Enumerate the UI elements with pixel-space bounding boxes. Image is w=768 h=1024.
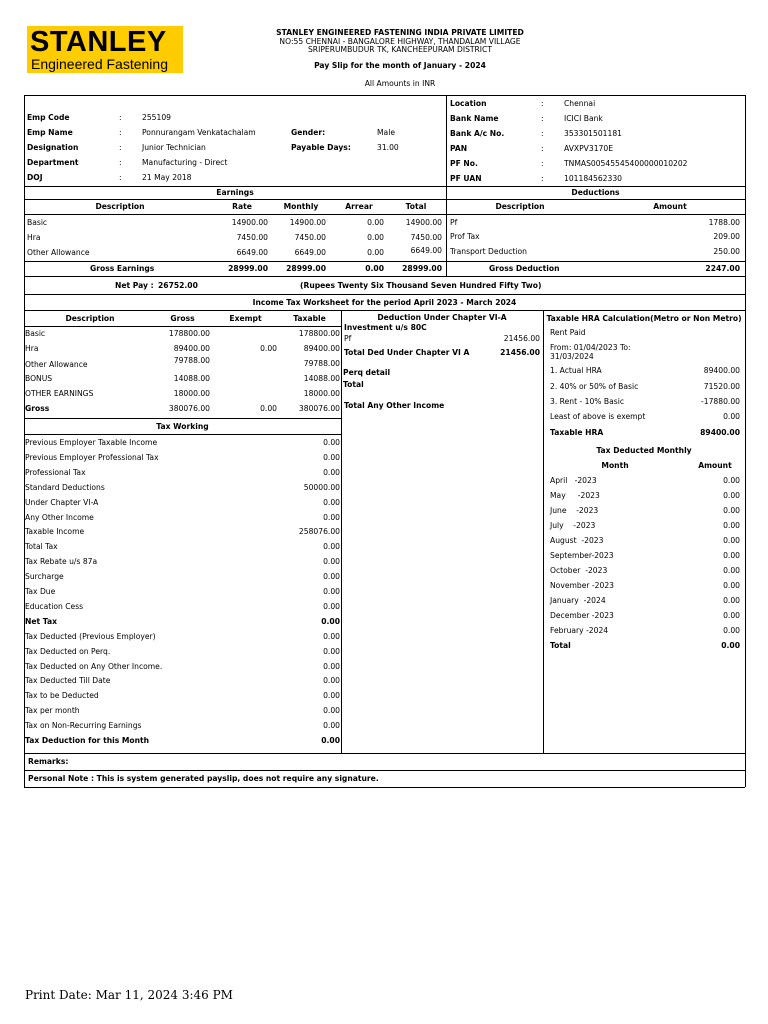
tax-working-label: Tax to be Deducted [25, 691, 99, 701]
tax-month: January -2024 [550, 596, 606, 605]
net-pay-value: 26752.00 [158, 281, 198, 290]
ded-description: Prof Tax [450, 232, 480, 241]
border-top [24, 95, 745, 96]
tax-month: April -2023 [550, 476, 597, 485]
line-emp-bottom [24, 186, 745, 187]
gender-value: Male [377, 128, 395, 137]
ws-taxable: 89400.00 [303, 344, 340, 353]
department-value: Manufacturing - Direct [142, 158, 228, 167]
ws-description: OTHER EARNINGS [25, 389, 94, 398]
line-remarks-top [24, 753, 745, 754]
ws-description: Hra [25, 344, 39, 353]
tax-working-label: Tax Deducted on Perq. [25, 646, 111, 656]
gender-label: Gender: [291, 128, 326, 137]
tax-month-amount: 0.00 [723, 581, 740, 590]
pan-value: AVXPV3170E [564, 144, 614, 153]
pan-label: PAN [450, 144, 468, 153]
location-label: Location [450, 99, 487, 108]
gross-total: 28999.00 [402, 264, 442, 273]
colon: : [119, 143, 122, 152]
divider-ws-2 [543, 310, 544, 753]
net-pay-label: Net Pay : [115, 281, 154, 290]
tax-month: September-2023 [550, 551, 614, 560]
company-address-2: SRIPERUMBUDUR TK, KANCHEEPURAM DISTRICT [307, 45, 492, 54]
colon: : [541, 159, 544, 168]
earn-head-total: Total [405, 202, 427, 211]
ded-amount: 250.00 [713, 247, 740, 256]
emp-code-value: 255109 [142, 113, 171, 122]
pf-uan-value: 101184562330 [564, 174, 622, 183]
tax-working-label: Standard Deductions [25, 482, 105, 492]
deductions-title: Deductions [571, 188, 620, 197]
colon: : [541, 144, 544, 153]
logo-brand: STANLEY [30, 26, 167, 58]
tax-working-label: Tax Deduction for this Month [25, 736, 150, 745]
line-gross-top [24, 261, 745, 262]
ws-head-gross: Gross [170, 314, 195, 323]
tax-monthly-total-value: 0.00 [721, 641, 740, 650]
line-tax-working-top [24, 418, 341, 419]
pf-no-label: PF No. [450, 159, 478, 168]
tax-working-label: Tax Rebate u/s 87a [25, 557, 98, 567]
ws-description: Gross [25, 404, 50, 413]
stanley-logo [27, 26, 183, 73]
ws-description: BONUS [25, 374, 53, 383]
chapter-via-title: Deduction Under Chapter VI-A [377, 313, 507, 322]
location-value: Chennai [564, 99, 596, 108]
tax-working-value: 258076.00 [298, 527, 340, 537]
payslip-title: Pay Slip for the month of January - 2024 [314, 61, 486, 70]
earn-monthly: 6649.00 [294, 248, 326, 257]
gross-deduction-amount: 2247.00 [705, 264, 740, 273]
emp-name-value: Ponnurangam Venkatachalam [142, 128, 256, 137]
hra-row-label: Least of above is exempt [550, 412, 646, 421]
colon: : [541, 114, 544, 123]
line-ws-title [24, 310, 745, 311]
tax-working-value: 0.00 [323, 721, 340, 731]
colon: : [119, 158, 122, 167]
tax-working-label: Tax Deducted on Any Other Income. [25, 661, 163, 671]
hra-period-line-1: From: 01/04/2023 To: [550, 343, 631, 352]
gross-earnings-label: Gross Earnings [90, 264, 155, 273]
tax-month: May -2023 [550, 491, 600, 500]
earn-head-arrear: Arrear [345, 202, 373, 211]
hra-row-label: 2. 40% or 50% of Basic [550, 382, 639, 391]
remarks-label: Remarks: [28, 757, 69, 766]
payable-days-value: 31.00 [377, 143, 399, 152]
colon: : [541, 174, 544, 183]
colon: : [541, 129, 544, 138]
ws-taxable: 18000.00 [303, 389, 340, 398]
colon: : [119, 173, 122, 182]
designation-label: Designation [27, 143, 79, 152]
personal-note: Personal Note : This is system generated payslip, does not require any signature. [28, 774, 379, 783]
designation-value: Junior Technician [142, 143, 206, 152]
hra-row-label: 1. Actual HRA [550, 366, 602, 375]
ded-description: Pf [450, 218, 458, 227]
line-gross-bottom [24, 276, 745, 277]
earn-rate: 14900.00 [231, 218, 268, 227]
earn-description: Hra [27, 233, 41, 242]
earn-rate: 7450.00 [236, 233, 268, 242]
tax-working-value: 0.00 [321, 616, 340, 626]
colon: : [541, 99, 544, 108]
tax-month: February -2024 [550, 626, 609, 635]
emp-name-label: Emp Name [27, 128, 73, 137]
earn-description: Other Allowance [27, 248, 90, 257]
earn-head-rate: Rate [232, 202, 252, 211]
hra-title: Taxable HRA Calculation(Metro or Non Metro) [546, 314, 742, 323]
logo-tagline: Engineered Fastening [31, 56, 168, 72]
earn-head-monthly: Monthly [283, 202, 319, 211]
via-pf-label: Pf [344, 334, 352, 343]
company-name: STANLEY ENGINEERED FASTENING INDIA PRIVATE LIMITED [276, 28, 524, 37]
investment-80c-label: Investment u/s 80C [344, 323, 427, 332]
taxable-hra-label: Taxable HRA [550, 428, 604, 437]
worksheet-title: Income Tax Worksheet for the period April 2023 - March 2024 [252, 298, 517, 307]
earn-head-description: Description [95, 202, 145, 211]
tax-working-label: Taxable Income [25, 527, 85, 537]
department-label: Department [27, 158, 79, 167]
tax-month-amount: 0.00 [723, 476, 740, 485]
tax-working-value: 0.00 [323, 587, 340, 596]
gross-arrear: 0.00 [365, 264, 384, 273]
tax-working-value: 0.00 [323, 542, 340, 552]
tax-working-value: 0.00 [323, 512, 340, 522]
divider-ws-1 [341, 310, 342, 753]
perq-detail-label: Perq detail [343, 368, 391, 377]
ded-description: Transport Deduction [450, 247, 527, 256]
net-pay-words: (Rupees Twenty Six Thousand Seven Hundred Fifty Two) [300, 281, 542, 290]
tax-month-amount: 0.00 [723, 536, 740, 545]
ws-head-description: Description [65, 314, 115, 323]
tax-month: December -2023 [550, 611, 614, 620]
colon: : [119, 113, 122, 122]
ws-gross: 380076.00 [168, 404, 210, 413]
hra-row-label: 3. Rent - 10% Basic [550, 397, 625, 406]
ded-amount: 209.00 [713, 232, 740, 241]
tax-working-label: Tax Due [25, 587, 56, 596]
pf-uan-label: PF UAN [450, 174, 482, 183]
other-income-label: Total Any Other Income [344, 401, 445, 410]
ws-gross: 79788.00 [173, 356, 210, 365]
gross-rate: 28999.00 [228, 264, 268, 273]
earn-description: Basic [27, 218, 48, 227]
tax-working-value: 0.00 [323, 661, 340, 671]
tax-working-value: 0.00 [323, 706, 340, 716]
via-total-value: 21456.00 [500, 348, 540, 357]
ws-exempt: 0.00 [260, 404, 277, 413]
ws-description: Basic [25, 329, 46, 338]
border-bottom [24, 787, 745, 788]
perq-total-label: Total [343, 380, 364, 389]
gross-monthly: 28999.00 [286, 264, 326, 273]
tax-working-value: 0.00 [323, 646, 340, 656]
ws-gross: 18000.00 [173, 389, 210, 398]
taxable-hra-value: 89400.00 [700, 428, 740, 437]
tax-month: August -2023 [550, 536, 604, 545]
tax-month: July -2023 [550, 521, 596, 530]
tax-working-label: Tax Deducted Till Date [25, 676, 111, 686]
tax-month-amount: 0.00 [723, 626, 740, 635]
tax-working-value: 0.00 [323, 601, 340, 611]
tax-working-label: Tax per month [25, 706, 80, 716]
line-netpay-bottom [24, 294, 745, 295]
print-date: Print Date: Mar 11, 2024 3:46 PM [25, 988, 233, 1002]
tax-month-amount: 0.00 [723, 566, 740, 575]
earn-rate: 6649.00 [236, 248, 268, 257]
hra-row-value: 89400.00 [703, 366, 740, 375]
ded-head-description: Description [495, 202, 545, 211]
earnings-title: Earnings [216, 188, 254, 197]
earn-monthly: 7450.00 [294, 233, 326, 242]
tax-month: June -2023 [550, 506, 599, 515]
tax-month-amount: 0.00 [723, 521, 740, 530]
gross-deduction-label: Gross Deduction [489, 264, 560, 273]
bank-name-value: ICICI Bank [564, 114, 603, 123]
ws-head-exempt: Exempt [229, 314, 262, 323]
tax-working-label: Any Other Income [25, 512, 94, 522]
bank-name-label: Bank Name [450, 114, 499, 123]
tax-monthly-total-label: Total [550, 641, 571, 650]
tax-working-value: 0.00 [323, 676, 340, 686]
ws-taxable: 178800.00 [298, 329, 340, 338]
via-pf-value: 21456.00 [503, 334, 540, 343]
tax-working-label: Previous Employer Professional Tax [25, 452, 159, 462]
ded-head-amount: Amount [653, 202, 687, 211]
emp-code-label: Emp Code [27, 113, 70, 122]
ws-gross: 178800.00 [168, 329, 210, 338]
tax-working-label: Professional Tax [25, 467, 86, 477]
tax-month-amount: 0.00 [723, 596, 740, 605]
border-right [745, 95, 746, 787]
doj-value: 21 May 2018 [142, 173, 192, 182]
tax-month: October -2023 [550, 566, 608, 575]
tax-working-value: 0.00 [323, 691, 340, 701]
tax-working-value: 0.00 [323, 452, 340, 462]
pf-no-value: TNMAS00545545400000010202 [564, 159, 688, 168]
earn-total: 7450.00 [410, 233, 442, 242]
tax-working-title: Tax Working [156, 422, 209, 431]
line-remarks-bottom [24, 770, 745, 771]
earn-arrear: 0.00 [367, 248, 384, 257]
hra-row-value: 71520.00 [703, 382, 740, 391]
line-earn-title [24, 199, 745, 200]
tax-working-value: 0.00 [323, 467, 340, 477]
ws-description: Other Allowance [25, 360, 88, 369]
ded-amount: 1788.00 [708, 218, 740, 227]
tax-working-label: Tax on Non-Recurring Earnings [25, 721, 142, 731]
earn-total: 14900.00 [405, 218, 442, 227]
company-address-1: NO:55 CHENNAI - BANGALORE HIGHWAY, THANDALAM VILLAGE [279, 37, 521, 46]
earn-arrear: 0.00 [367, 233, 384, 242]
tax-working-value: 0.00 [321, 736, 340, 745]
via-total-label: Total Ded Under Chapter VI A [344, 348, 470, 357]
line-earn-head [24, 214, 745, 215]
payable-days-label: Payable Days: [291, 143, 351, 152]
earn-total: 6649.00 [410, 246, 442, 255]
line-ws-head [24, 326, 341, 327]
tax-working-value: 50000.00 [303, 482, 340, 492]
ws-taxable: 14088.00 [303, 374, 340, 383]
hra-row-value: -17880.00 [701, 397, 740, 406]
tax-working-value: 0.00 [323, 572, 340, 582]
tax-monthly-head-amount: Amount [698, 461, 732, 470]
tax-working-value: 0.00 [323, 438, 340, 447]
tax-working-label: Net Tax [25, 616, 58, 626]
rent-paid-label: Rent Paid [550, 328, 586, 337]
tax-working-label: Education Cess [25, 601, 84, 611]
tax-working-label: Total Tax [25, 542, 58, 552]
bank-ac-label: Bank A/c No. [450, 129, 505, 138]
earn-arrear: 0.00 [367, 218, 384, 227]
tax-working-label: Tax Deducted (Previous Employer) [25, 631, 156, 641]
ws-taxable: 79788.00 [303, 359, 340, 368]
tax-working-label: Under Chapter VI-A [25, 497, 99, 507]
earn-monthly: 14900.00 [289, 218, 326, 227]
tax-working-label: Surcharge [25, 572, 64, 582]
bank-ac-value: 353301501181 [564, 129, 622, 138]
ws-taxable: 380076.00 [298, 404, 340, 413]
ws-gross: 89400.00 [173, 344, 210, 353]
hra-period-line-2: 31/03/2024 [550, 352, 594, 361]
ws-head-taxable: Taxable [293, 314, 326, 323]
tax-monthly-title: Tax Deducted Monthly [596, 446, 692, 455]
ws-exempt: 0.00 [260, 344, 277, 353]
doj-label: DOJ [27, 173, 43, 182]
tax-month: November -2023 [550, 581, 614, 590]
tax-working-value: 0.00 [323, 631, 340, 641]
tax-working-value: 0.00 [323, 497, 340, 507]
ws-gross: 14088.00 [173, 374, 210, 383]
currency-note: All Amounts in INR [364, 79, 436, 88]
tax-month-amount: 0.00 [723, 506, 740, 515]
colon: : [119, 128, 122, 137]
line-tax-working-head [24, 434, 341, 435]
tax-working-value: 0.00 [323, 557, 340, 567]
tax-month-amount: 0.00 [723, 611, 740, 620]
tax-month-amount: 0.00 [723, 551, 740, 560]
hra-row-value: 0.00 [723, 412, 740, 421]
tax-monthly-head-month: Month [601, 461, 629, 470]
tax-working-label: Previous Employer Taxable Income [25, 438, 158, 447]
tax-month-amount: 0.00 [723, 491, 740, 500]
